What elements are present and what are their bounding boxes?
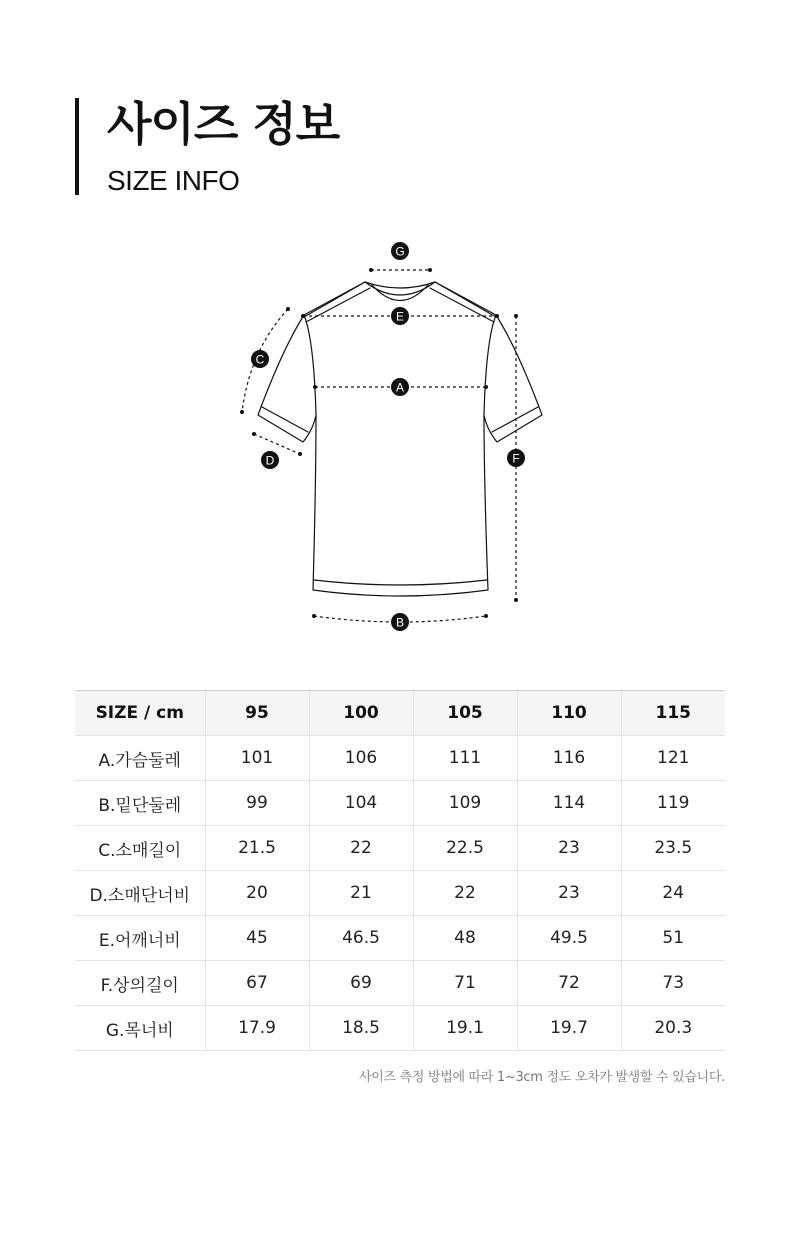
svg-text:C: C	[255, 352, 265, 367]
size-table	[75, 690, 725, 1051]
svg-text:F: F	[512, 451, 520, 466]
table-cell: 121	[621, 736, 725, 781]
table-cell: 114	[517, 781, 621, 826]
table-cell: 18.5	[309, 1006, 413, 1051]
measure-line-d	[254, 434, 300, 454]
row-label: G.목너비	[75, 1006, 205, 1051]
table-row	[75, 871, 725, 916]
page-title: 사이즈 정보	[107, 97, 340, 151]
table-cell: 106	[309, 736, 413, 781]
row-label: C.소매길이	[75, 826, 205, 871]
marker-g	[391, 242, 409, 260]
table-row	[75, 781, 725, 826]
header-cell-size: SIZE / cm	[75, 691, 205, 736]
table-row	[75, 826, 725, 871]
svg-text:G: G	[395, 244, 405, 259]
table-cell: 22	[309, 826, 413, 871]
table-cell: 46.5	[309, 916, 413, 961]
table-cell: 19.7	[517, 1006, 621, 1051]
tshirt-outline	[255, 282, 542, 596]
table-cell: 20	[205, 871, 309, 916]
table-cell: 17.9	[205, 1006, 309, 1051]
svg-text:B: B	[395, 615, 405, 630]
row-label: E.어깨너비	[75, 916, 205, 961]
table-cell: 21.5	[205, 826, 309, 871]
table-cell: 21	[309, 871, 413, 916]
table-row	[75, 736, 725, 781]
measure-endpoints	[240, 268, 518, 618]
table-cell: 51	[621, 916, 725, 961]
table-cell: 69	[309, 961, 413, 1006]
table-cell: 22.5	[413, 826, 517, 871]
table-cell: 23	[517, 871, 621, 916]
header-cell: 110	[517, 691, 621, 736]
table-cell: 119	[621, 781, 725, 826]
table-cell: 20.3	[621, 1006, 725, 1051]
row-label: B.밑단둘레	[75, 781, 205, 826]
table-cell: 111	[413, 736, 517, 781]
table-cell: 23.5	[621, 826, 725, 871]
row-label: D.소매단너비	[75, 871, 205, 916]
header-cell: 115	[621, 691, 725, 736]
table-cell: 73	[621, 961, 725, 1006]
row-label: F.상의길이	[75, 961, 205, 1006]
table-cell: 67	[205, 961, 309, 1006]
table-cell: 72	[517, 961, 621, 1006]
table-cell: 23	[517, 826, 621, 871]
table-cell: 109	[413, 781, 517, 826]
table-cell: 24	[621, 871, 725, 916]
tshirt-size-diagram	[0, 230, 800, 650]
marker-d	[261, 451, 279, 469]
table-cell: 48	[413, 916, 517, 961]
table-cell: 101	[205, 736, 309, 781]
table-row	[75, 916, 725, 961]
marker-b	[391, 613, 409, 631]
table-row	[75, 1006, 725, 1051]
marker-f	[507, 449, 525, 467]
table-cell: 71	[413, 961, 517, 1006]
table-cell: 45	[205, 916, 309, 961]
table-cell: 49.5	[517, 916, 621, 961]
marker-e	[391, 307, 409, 325]
header-cell: 105	[413, 691, 517, 736]
svg-text:D: D	[265, 453, 275, 468]
table-cell: 104	[309, 781, 413, 826]
row-label: A.가슴둘레	[75, 736, 205, 781]
table-cell: 22	[413, 871, 517, 916]
table-cell: 99	[205, 781, 309, 826]
table-cell: 116	[517, 736, 621, 781]
table-row	[75, 961, 725, 1006]
measurement-note: 사이즈 측정 방법에 따라 1~3cm 정도 오차가 발생할 수 있습니다.	[358, 1070, 725, 1085]
header-cell: 95	[205, 691, 309, 736]
svg-text:E: E	[395, 309, 405, 324]
table-cell: 19.1	[413, 1006, 517, 1051]
marker-a	[391, 378, 409, 396]
svg-text:A: A	[395, 380, 405, 395]
marker-c	[251, 350, 269, 368]
measure-lines	[242, 270, 516, 622]
page-subtitle: SIZE INFO	[107, 165, 240, 196]
table-header-row	[75, 691, 725, 736]
title-block	[75, 98, 339, 195]
header-cell: 100	[309, 691, 413, 736]
